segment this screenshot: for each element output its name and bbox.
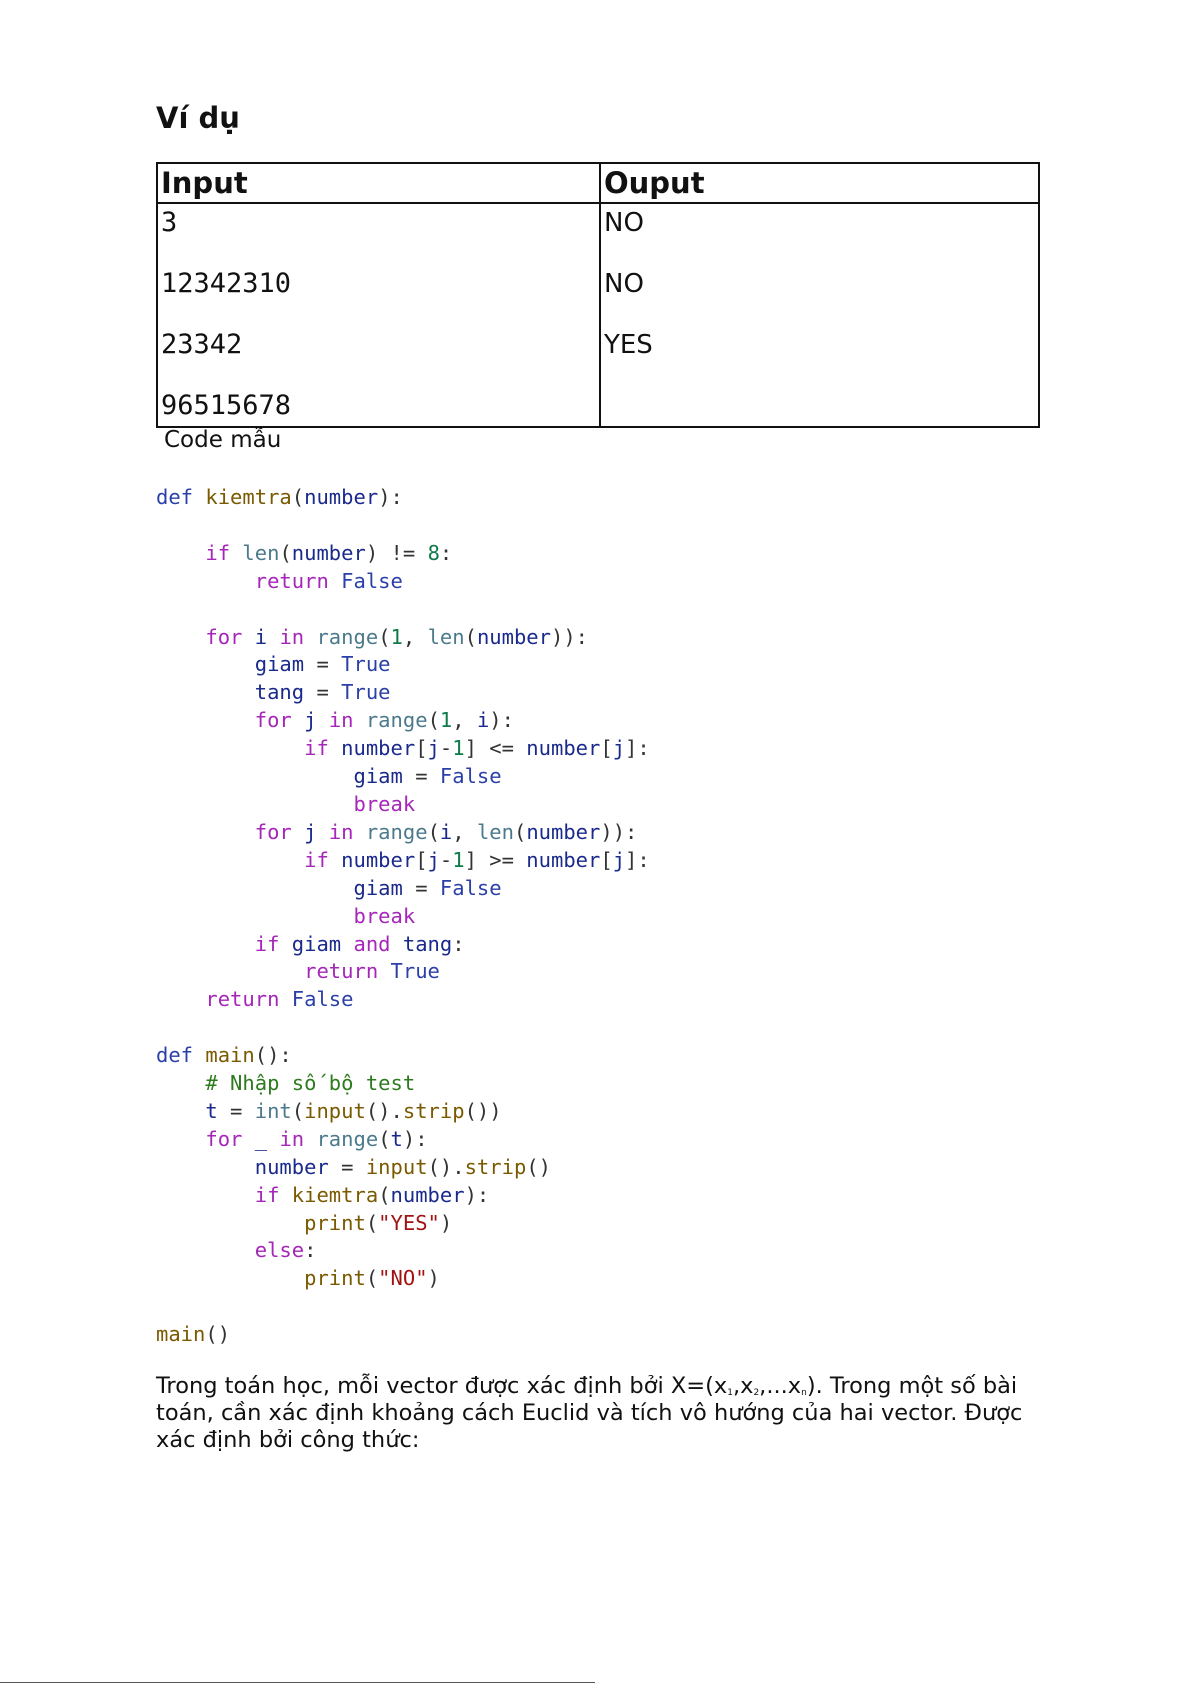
code-token: j [612, 736, 626, 761]
code-line [156, 736, 650, 760]
code-token: () [205, 1322, 231, 1347]
code-token: ( [378, 1126, 391, 1151]
code-token: in [279, 1126, 305, 1151]
code-token: "NO" [378, 1266, 428, 1291]
code-token: def [156, 485, 194, 509]
code-token: ): [489, 708, 514, 733]
code-line [156, 1238, 316, 1262]
code-token: _ [254, 1126, 268, 1151]
code-token: kiemtra [205, 485, 292, 509]
code-token: ( [464, 624, 477, 649]
code-token: def [156, 1043, 194, 1068]
code-token: ): [464, 1182, 490, 1207]
input-line: 12342310 [161, 268, 292, 299]
code-token: break [353, 903, 416, 928]
code-token: range [365, 708, 428, 733]
code-token: in [279, 624, 305, 649]
input-line: 96515678 [161, 390, 292, 421]
code-line [156, 764, 502, 788]
code-token: ( [427, 819, 440, 844]
code-token: i [254, 624, 268, 649]
footnote-divider [0, 1682, 595, 1683]
code-token: = [402, 764, 440, 789]
code-line [156, 485, 403, 509]
code-block [156, 484, 650, 1349]
code-token: False [341, 568, 403, 593]
input-line: 23342 [161, 329, 243, 360]
code-line [156, 876, 502, 900]
code-token: for [254, 708, 292, 733]
code-token: giam [291, 931, 342, 956]
code-line [156, 792, 415, 816]
code-line [156, 1211, 452, 1235]
subscript-2: 2 [753, 1388, 760, 1398]
code-token: (). [365, 1098, 403, 1123]
code-token: ( [365, 1210, 379, 1235]
subscript-1: 1 [727, 1388, 733, 1398]
code-token: in [328, 819, 354, 844]
code-token: ( [279, 540, 292, 565]
code-token: number [341, 736, 416, 761]
code-token: number [526, 847, 601, 872]
code-line [156, 848, 650, 872]
code-token: if [205, 540, 231, 565]
code-token: ( [378, 1182, 391, 1207]
code-token: i [439, 819, 453, 844]
code-token: = [402, 875, 440, 900]
code-line [156, 1043, 292, 1067]
code-line [156, 1266, 440, 1290]
body-paragraph [156, 1373, 1056, 1454]
code-token: number [526, 819, 601, 844]
code-token: number [476, 624, 551, 649]
code-line [156, 1099, 502, 1123]
code-token: number [390, 1182, 465, 1207]
code-token: for [254, 819, 292, 844]
code-token: ( [291, 485, 305, 509]
section-heading: Ví dụ [156, 101, 240, 135]
code-token: strip [464, 1154, 527, 1179]
code-token: : [439, 540, 453, 565]
code-token: True [341, 652, 391, 677]
code-token: = [217, 1098, 255, 1123]
code-token: ) [427, 1266, 440, 1291]
code-token: range [365, 819, 428, 844]
paragraph-text: Trong toán học, mỗi vector được xác định bởi X=(x [156, 1373, 728, 1399]
code-token: ] >= [464, 847, 527, 872]
code-token: giam [353, 875, 403, 900]
code-token: [ [600, 736, 613, 761]
output-line: NO [604, 208, 644, 238]
code-token: tang [402, 931, 453, 956]
code-token: break [353, 791, 416, 816]
code-line [156, 959, 440, 983]
code-token: if [254, 1182, 280, 1207]
code-token: j [427, 847, 440, 872]
code-token: False [291, 987, 354, 1012]
code-line [156, 1322, 230, 1346]
code-token: ( [378, 624, 391, 649]
code-token: [ [415, 847, 428, 872]
table-row [157, 203, 1039, 427]
code-token: strip [402, 1098, 465, 1123]
code-line [156, 820, 637, 844]
code-token: ( [365, 1266, 379, 1291]
code-token: ): [378, 485, 403, 509]
code-token: i [476, 708, 490, 733]
code-token: ) [439, 1210, 453, 1235]
code-comment: # Nhập số bộ test [205, 1071, 416, 1096]
code-token: main [156, 1322, 206, 1347]
input-column-header: Input [157, 163, 600, 203]
code-line [156, 652, 391, 676]
code-token: = [328, 1154, 366, 1179]
paragraph-text: ,x [732, 1373, 754, 1399]
code-token: : [452, 931, 465, 956]
output-line: NO [604, 269, 644, 299]
output-cell [600, 203, 1039, 427]
code-token: len [427, 624, 465, 649]
code-token: () [526, 1154, 551, 1179]
code-token: return [254, 568, 329, 593]
code-token: , [402, 624, 428, 649]
code-token: len [476, 819, 514, 844]
code-token: range [316, 1126, 379, 1151]
code-token: in [328, 708, 354, 733]
code-token: - [439, 847, 453, 872]
code-token: [ [600, 847, 613, 872]
code-token: = [304, 680, 342, 705]
code-token: ( [513, 819, 527, 844]
code-line [156, 1155, 551, 1179]
code-token: giam [353, 764, 403, 789]
code-token: [ [415, 736, 428, 761]
code-line [156, 625, 588, 649]
code-token: True [390, 959, 440, 984]
code-token: tang [254, 680, 305, 705]
code-line [156, 987, 354, 1011]
code-line [156, 1071, 415, 1095]
code-token: if [254, 931, 280, 956]
code-token: if [304, 847, 329, 872]
input-cell [157, 203, 600, 427]
code-token: j [427, 736, 440, 761]
code-token: j [612, 847, 626, 872]
code-token: False [439, 875, 502, 900]
code-line [156, 680, 391, 704]
code-token: number [304, 485, 379, 509]
code-token: t [205, 1098, 218, 1123]
output-column-header: Ouput [600, 163, 1039, 203]
code-token: input [365, 1154, 428, 1179]
code-token: giam [254, 652, 305, 677]
code-token: 1 [452, 847, 465, 872]
paragraph-text: ,...x [759, 1373, 802, 1399]
code-line [156, 1183, 489, 1207]
code-token: input [304, 1098, 366, 1123]
code-token: ]: [625, 847, 650, 872]
code-token: and [353, 931, 391, 956]
code-token: kiemtra [291, 1182, 379, 1207]
code-token: j [304, 819, 317, 844]
code-token: 1 [452, 736, 465, 761]
code-line [156, 569, 403, 593]
code-caption: Code mẫu [164, 427, 282, 453]
code-token: 1 [390, 624, 403, 649]
code-line [156, 932, 465, 956]
code-token: for [205, 1126, 243, 1151]
code-token: ]: [625, 736, 650, 761]
code-token: main [205, 1043, 255, 1068]
table-header-row [157, 163, 1039, 203]
code-token: )): [551, 624, 589, 649]
code-token: len [242, 540, 280, 565]
code-token: : [304, 1238, 317, 1263]
paragraph-text: ). Trong một số bài toán, cần xác định khoảng cách Euclid và tích vô hướng của hai vector. Được xác định bởi công thức: [156, 1373, 1023, 1453]
code-line [156, 904, 415, 928]
code-token: 1 [439, 708, 453, 733]
code-token: return [304, 959, 379, 984]
code-token: "YES" [378, 1210, 440, 1235]
code-token: ): [402, 1126, 428, 1151]
code-token: number [526, 736, 601, 761]
code-token: - [439, 736, 453, 761]
example-table [156, 162, 1040, 428]
code-token: False [439, 764, 502, 789]
code-token: (): [254, 1043, 292, 1068]
code-token: ( [291, 1098, 305, 1123]
code-token: , [452, 708, 477, 733]
code-token: int [254, 1098, 292, 1123]
code-token: return [205, 987, 280, 1012]
output-line: YES [604, 330, 653, 360]
code-token: ()) [464, 1098, 502, 1123]
code-token: else [254, 1238, 305, 1263]
code-token: ) != [365, 540, 428, 565]
code-token: True [341, 680, 391, 705]
code-token: t [390, 1126, 403, 1151]
code-token: for [205, 624, 243, 649]
code-token: number [291, 540, 366, 565]
code-token: number [254, 1154, 329, 1179]
code-token: print [304, 1210, 366, 1235]
code-line [156, 1127, 428, 1151]
code-token: range [316, 624, 379, 649]
code-line [156, 708, 514, 732]
code-token: ] <= [464, 736, 527, 761]
code-token: print [304, 1266, 366, 1291]
code-token: 8 [427, 540, 440, 565]
code-token: (). [427, 1154, 465, 1179]
code-token: )): [600, 819, 638, 844]
code-token: if [304, 736, 329, 761]
input-line: 3 [161, 207, 178, 238]
subscript-n: n [801, 1388, 807, 1398]
code-token: number [341, 847, 416, 872]
code-token: ( [427, 708, 440, 733]
code-token: j [304, 708, 317, 733]
code-token: = [304, 652, 342, 677]
code-token: , [452, 819, 477, 844]
code-line [156, 541, 452, 565]
